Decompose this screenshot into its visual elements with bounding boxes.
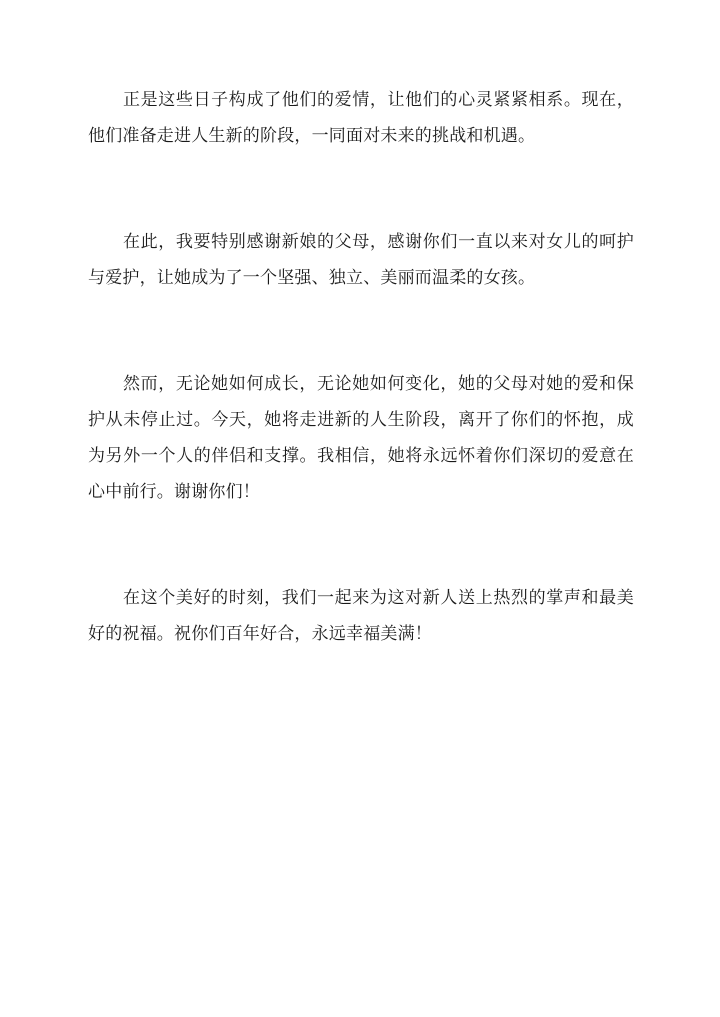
document-page bbox=[88, 82, 634, 652]
paragraph-thanks-parents: 在此，我要特别感谢新娘的父母，感谢你们一直以来对女儿的呵护与爱护，让她成为了一个坚强、独立、美丽而温柔的女孩。 bbox=[88, 232, 634, 288]
paragraph-blessing: 在这个美好的时刻，我们一起来为这对新人送上热烈的掌声和最美好的祝福。祝你们百年好合，永远幸福美满！ bbox=[88, 588, 634, 644]
paragraph-love-story: 正是这些日子构成了他们的爱情，让他们的心灵紧紧相系。现在，他们准备走进人生新的阶段，一同面对未来的挑战和机遇。 bbox=[88, 90, 634, 146]
paragraph-parents-love: 然而，无论她如何成长，无论她如何变化，她的父母对她的爱和保护从未停止过。今天，她将走进新的人生阶段，离开了你们的怀抱，成为另外一个人的伴侣和支撑。我相信，她将永远怀着你们深切的爱意在心中前行。谢谢你们！ bbox=[88, 374, 634, 502]
